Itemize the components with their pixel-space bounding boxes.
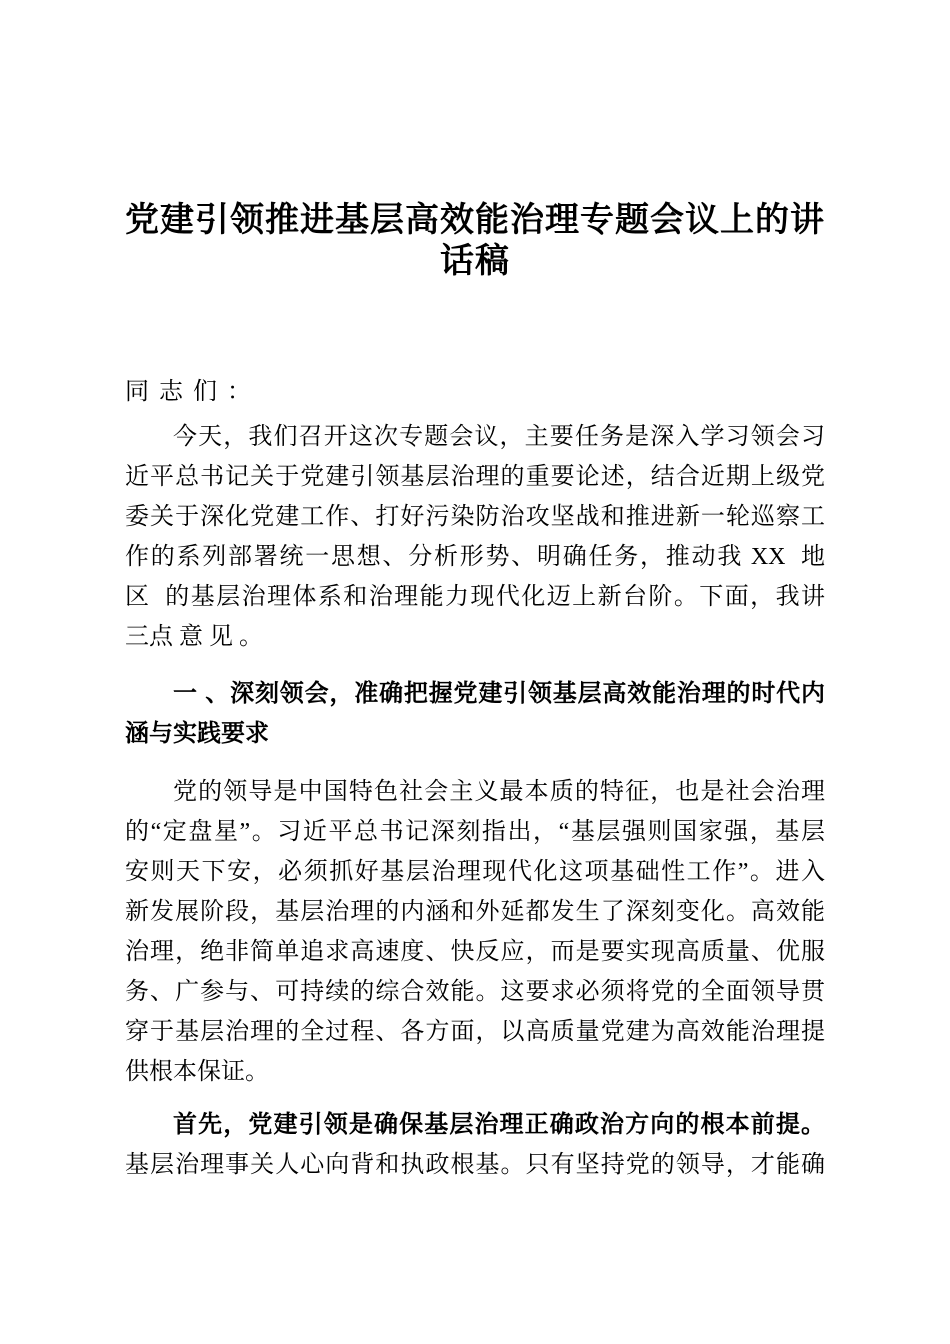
text-line: 治理，绝非简单追求高速度、快反应，而是要实现高质量、优服 (125, 939, 825, 965)
text-line: 今天，我们召开这次专题会议，主要任务是深入学习领会习 (173, 424, 825, 450)
text-line: 区 的基层治理体系和治理能力现代化迈上新台阶。下面，我讲 (125, 584, 825, 610)
text-line: 基层治理事关人心向背和执政根基。只有坚持党的领导，才能确 (125, 1152, 825, 1178)
salutation (125, 372, 825, 412)
text-line: 同 志 们 ： (125, 379, 253, 405)
text-line: 首先，党建引领是确保基层治理正确政治方向的根本前提。 (173, 1112, 825, 1138)
text-line: 作的系列部署统一思想、分析形势、明确任务，推动我 XX 地 (125, 544, 825, 570)
text-line: 安则天下安，必须抓好基层治理现代化这项基础性工作”。进入 (125, 859, 825, 885)
text-line: 新发展阶段，基层治理的内涵和外延都发生了深刻变化。高效能 (125, 899, 825, 925)
text-line: 近平总书记关于党建引领基层治理的重要论述，结合近期上级党 (125, 464, 825, 490)
paragraph-section-one-intro (125, 772, 825, 1092)
paragraph-point-first (125, 1105, 825, 1185)
text-line: 供根本保证。 (125, 1059, 269, 1085)
text-line: 一 、深刻领会，准确把握党建引领基层高效能治理的时代内 (173, 680, 825, 707)
document-title-line-2: 话稿 (440, 242, 510, 280)
text-line: 穿于基层治理的全过程、各方面，以高质量党建为高效能治理提 (125, 1019, 825, 1045)
text-line: 务、广参与、可持续的综合效能。这要求必须将党的全面领导贯 (125, 979, 825, 1005)
document-title-line-1: 党建引领推进基层高效能治理专题会议上的讲 (125, 201, 825, 239)
text-line: 委关于深化党建工作、打好污染防治攻坚战和推进新一轮巡察工 (125, 504, 825, 530)
text-line: 涵与实践要求 (125, 720, 269, 747)
heading-section-one (125, 674, 825, 754)
document-body (125, 372, 825, 1185)
text-line: 的“定盘星”。习近平总书记深刻指出，“基层强则国家强，基层 (125, 819, 825, 845)
paragraph-opening (125, 417, 825, 657)
text-line: 三点 意 见 。 (125, 624, 263, 650)
document-title (125, 200, 825, 282)
text-line: 党的领导是中国特色社会主义最本质的特征，也是社会治理 (173, 779, 825, 805)
